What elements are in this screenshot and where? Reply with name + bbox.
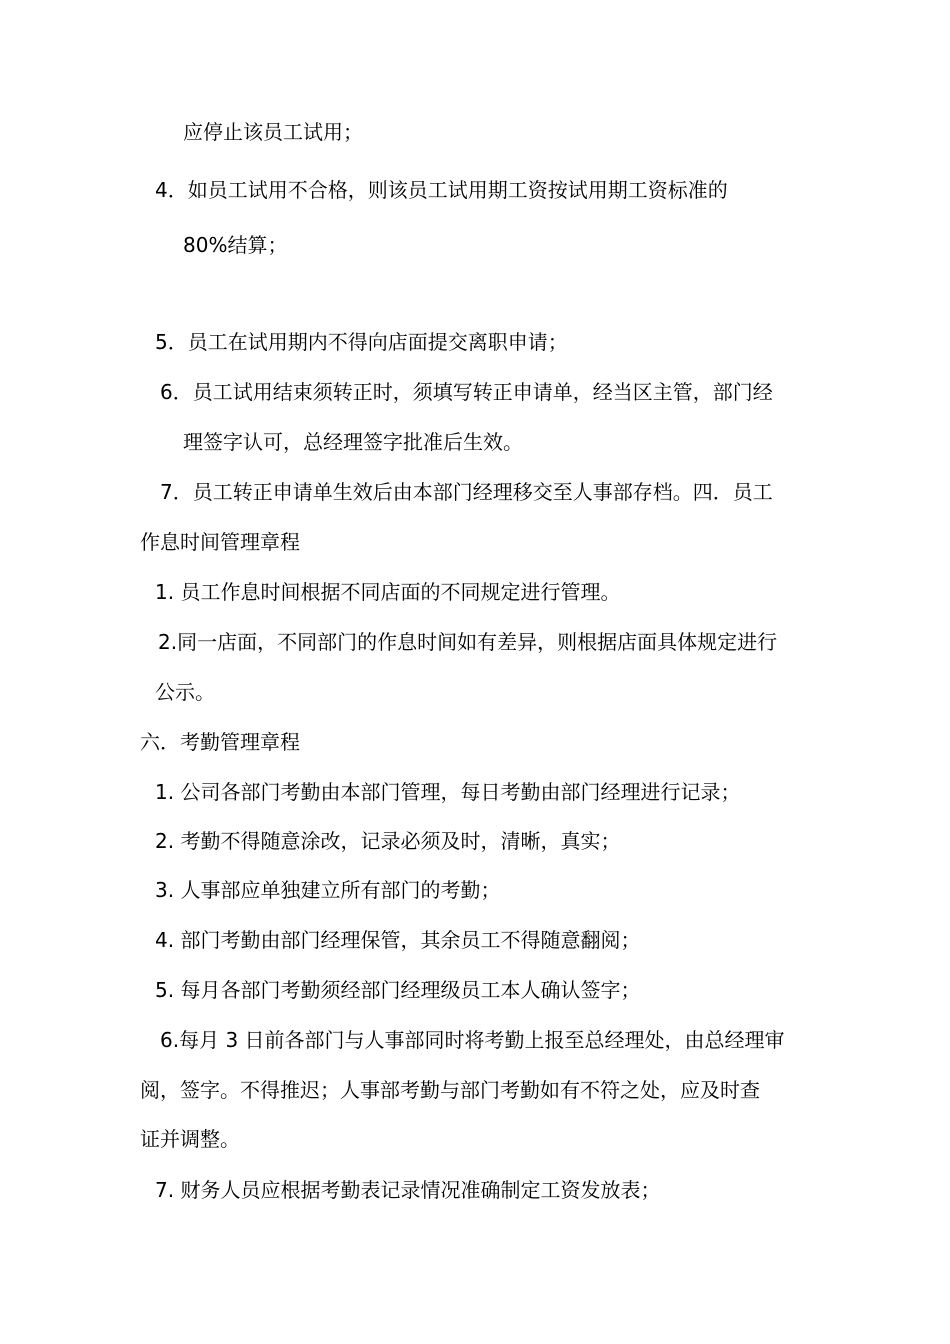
- list-item-attendance-4: 4. 部门考勤由部门经理保管，其余员工不得随意翻阅；: [155, 928, 641, 952]
- list-item-attendance-1: 1. 公司各部门考勤由本部门管理，每日考勤由部门经理进行记录；: [155, 780, 741, 804]
- text-line-19: 阅，签字。不得推迟；人事部考勤与部门考勤如有不符之处，应及时查: [140, 1078, 760, 1102]
- list-item-attendance-2: 2. 考勤不得随意涂改，记录必须及时，清晰，真实；: [155, 829, 621, 853]
- text-line-20: 证并调整。: [140, 1127, 240, 1151]
- list-item-rest-1: 1. 员工作息时间根据不同店面的不同规定进行管理。: [155, 580, 621, 604]
- text-line-11: 公示。: [155, 680, 215, 704]
- list-item-6: 6．员工试用结束须转正时，须填写转正申请单，经当区主管，部门经: [160, 380, 773, 404]
- section-heading-attendance: 六．考勤管理章程: [140, 730, 300, 754]
- list-item-attendance-5: 5. 每月各部门考勤须经部门经理级员工本人确认签字；: [155, 978, 641, 1002]
- list-item-attendance-6: 6.每月 3 日前各部门与人事部同时将考勤上报至总经理处，由总经理审: [160, 1028, 785, 1052]
- text-line-3: 80%结算；: [183, 233, 288, 257]
- section-heading-rest-time: 作息时间管理章程: [140, 530, 300, 554]
- text-line-1: 应停止该员工试用；: [183, 120, 363, 144]
- list-item-4: 4．如员工试用不合格，则该员工试用期工资按试用期工资标准的: [155, 178, 728, 202]
- list-item-rest-2: 2.同一店面，不同部门的作息时间如有差异，则根据店面具体规定进行: [158, 630, 778, 654]
- list-item-5: 5．员工在试用期内不得向店面提交离职申请；: [155, 330, 568, 354]
- list-item-attendance-3: 3. 人事部应单独建立所有部门的考勤；: [155, 878, 501, 902]
- text-line-6: 理签字认可，总经理签字批准后生效。: [183, 430, 523, 454]
- list-item-7: 7．员工转正申请单生效后由本部门经理移交至人事部存档。四．员工: [160, 480, 773, 504]
- list-item-attendance-7: 7. 财务人员应根据考勤表记录情况准确制定工资发放表；: [155, 1178, 661, 1202]
